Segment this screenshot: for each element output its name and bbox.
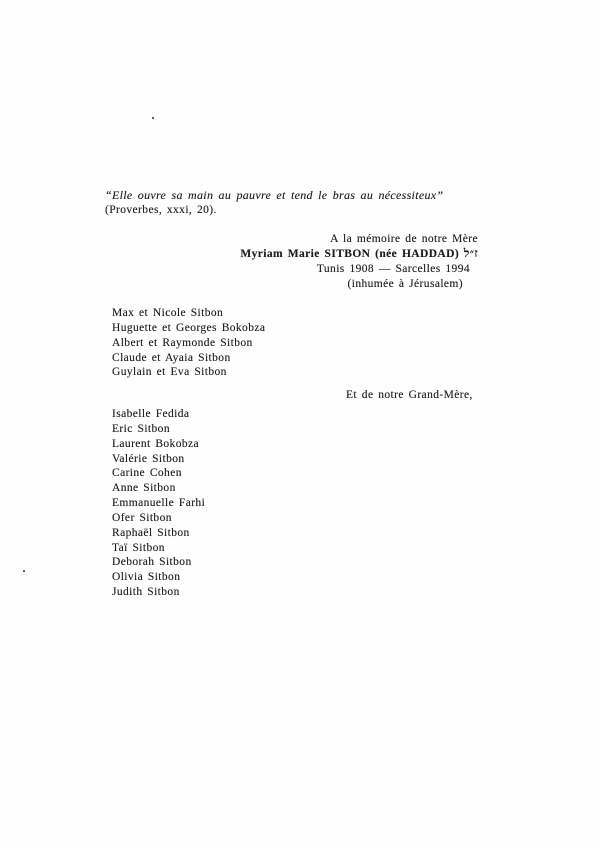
- list-item: Max et Nicole Sitbon: [112, 307, 224, 319]
- memorial-dates: Tunis 1908 — Sarcelles 1994: [316, 262, 470, 275]
- children-list: [112, 306, 265, 380]
- epigraph: [105, 188, 443, 218]
- list-item: Claude et Ayaia Sitbon: [112, 351, 231, 364]
- list-item: Guylain et Eva Sitbon: [112, 366, 227, 379]
- grandchildren-list: [112, 407, 205, 600]
- list-item: Anne Sitbon: [112, 482, 176, 495]
- dedication-mother: [240, 232, 478, 291]
- epigraph-quote: “Elle ouvre sa main au pauvre et tend le bras au nécessiteux”: [105, 188, 444, 202]
- list-item: Albert et Raymonde Sitbon: [112, 336, 253, 349]
- list-item: Eric Sitbon: [112, 422, 170, 435]
- list-item: Taï Sitbon: [112, 541, 165, 554]
- list-item: Deborah Sitbon: [112, 556, 192, 569]
- list-item: Raphaël Sitbon: [112, 526, 190, 539]
- dedication-grandmother-heading: Et de notre Grand-Mère,: [346, 389, 473, 401]
- list-item: Isabelle Fedida: [112, 408, 190, 420]
- list-item: Huguette et Georges Bokobza: [112, 321, 266, 334]
- list-item: Emmanuelle Farhi: [112, 497, 206, 510]
- memorial-burial: (inhumée à Jérusalem): [347, 277, 463, 290]
- epigraph-reference: (Proverbes, xxxi, 20).: [105, 203, 217, 216]
- list-item: Ofer Sitbon: [112, 511, 172, 524]
- list-item: Laurent Bokobza: [112, 437, 200, 450]
- memorial-name: Myriam Marie SITBON (née HADDAD) ז״ל: [240, 247, 478, 260]
- list-item: Judith Sitbon: [112, 586, 180, 599]
- memorial-intro: A la mémoire de notre Mère: [330, 233, 478, 245]
- list-item: Carine Cohen: [112, 467, 182, 480]
- list-item: Valérie Sitbon: [112, 452, 185, 465]
- list-item: Olivia Sitbon: [112, 571, 181, 584]
- ink-speck: [23, 570, 25, 572]
- ink-speck: [152, 117, 154, 119]
